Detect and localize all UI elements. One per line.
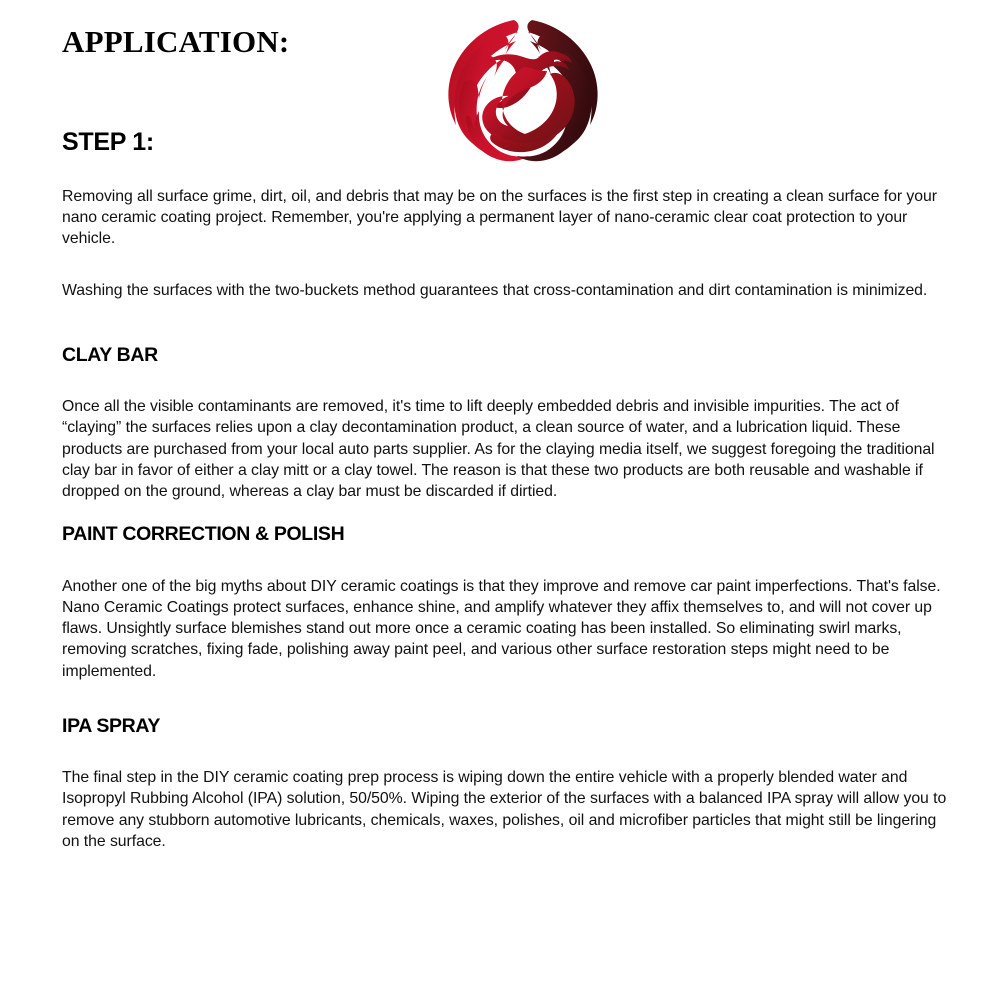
phoenix-logo: [430, 12, 616, 162]
document-body: [62, 186, 952, 852]
paragraph: Once all the visible contaminants are removed, it's time to lift deeply embedded debris and invisible impurities. The act of “claying” the surfaces relies upon a clay decontamination product, a clean source of water, and a lubrication liquid. These products are purchased from your local auto parts supplier. As for the claying media itself, we suggest foregoing the traditional clay bar in favor of either a clay mitt or a clay towel. The reason is that these two products are both reusable and washable if dropped on the ground, whereas a clay bar must be discarded if dirtied.: [62, 398, 935, 501]
section-heading-paint-correction: PAINT CORRECTION & POLISH: [62, 523, 345, 546]
page-title: APPLICATION:: [62, 24, 290, 59]
paragraph: Another one of the big myths about DIY ceramic coatings is that they improve and remove car paint imperfections. That's false. Nano Ceramic Coatings protect surfaces, enhance shine, and amplify whatever they affix themselves to, and will not cover up flaws. Unsightly surface blemishes stand out more once a ceramic coating has been installed. So eliminating swirl marks, removing scratches, fixing fade, polishing away paint peel, and various other surface restoration steps might need to be implemented.: [62, 577, 941, 680]
section-heading-ipa-spray: IPA SPRAY: [62, 714, 160, 737]
paragraph: Removing all surface grime, dirt, oil, and debris that may be on the surfaces is the first step in creating a clean surface for your nano ceramic coating project. Remember, you're applying a permanent layer of nano-ceramic clear coat protection to your vehicle.: [62, 188, 937, 248]
document-header: [0, 0, 1000, 175]
paragraph: Washing the surfaces with the two-buckets method guarantees that cross-contamination and dirt contamination is minimized.: [62, 281, 928, 299]
step-heading: STEP 1:: [62, 128, 154, 156]
paragraph: The final step in the DIY ceramic coating prep process is wiping down the entire vehicle with a properly blended water and Isopropyl Rubbing Alcohol (IPA) solution, 50/50%. Wiping the exterior of the surfaces with a balanced IPA spray will allow you to remove any stubborn automotive lubricants, chemicals, waxes, polishes, oil and microfiber particles that might still be lingering on the surface.: [62, 769, 947, 850]
section-heading-clay-bar: CLAY BAR: [62, 343, 158, 366]
